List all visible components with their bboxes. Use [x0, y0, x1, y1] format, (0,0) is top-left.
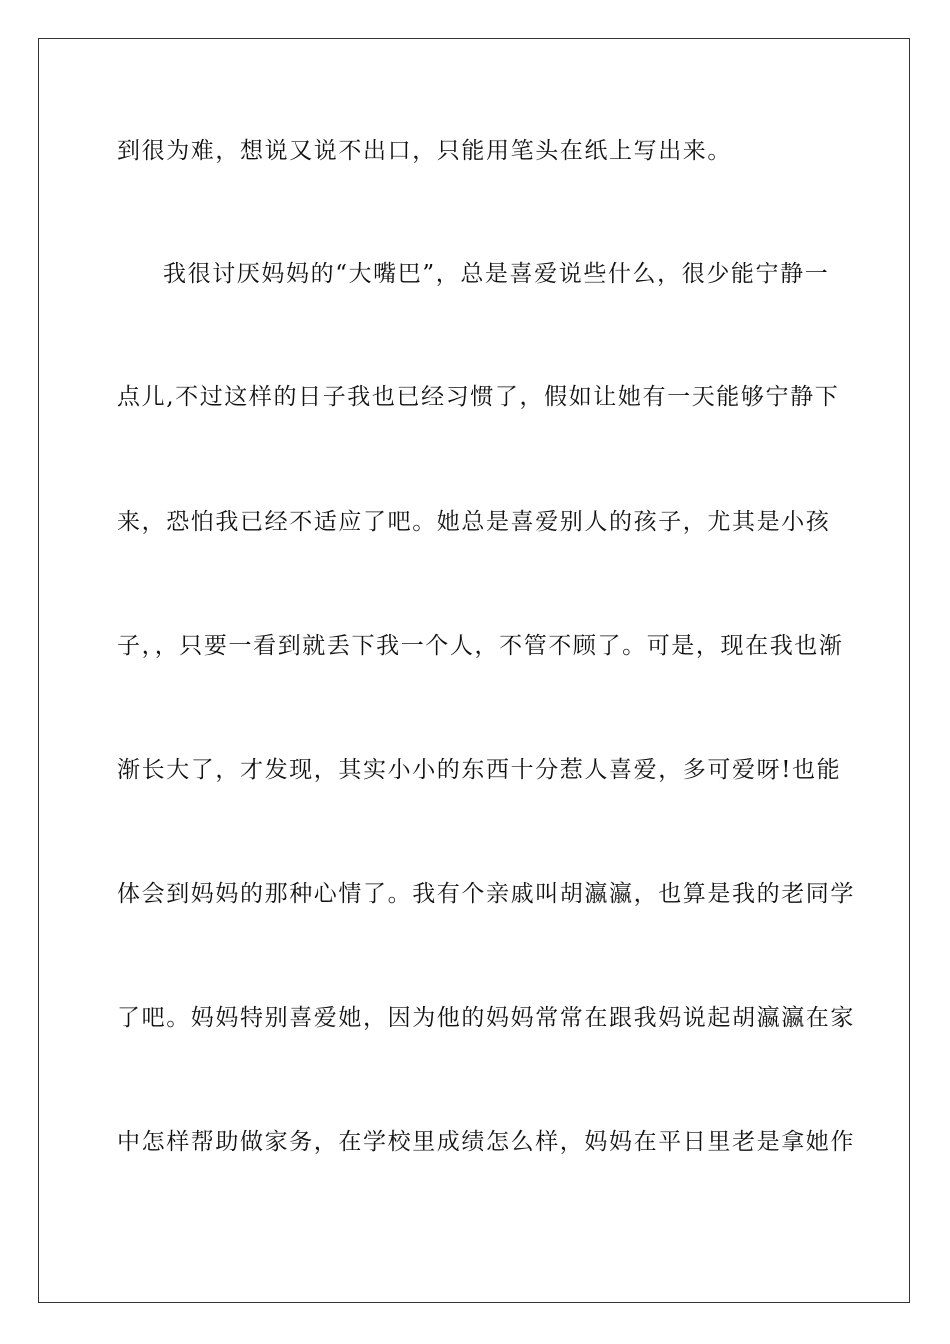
text-line-2: 我很讨厌妈妈的“大嘴巴”，总是喜爱说些什么，很少能宁静一: [163, 261, 830, 287]
page-border: [38, 38, 910, 1303]
text-line-5: 子，，只要一看到就丢下我一个人，不管不顾了。可是，现在我也渐: [117, 633, 844, 659]
text-line-4: 来，恐怕我已经不适应了吧。她总是喜爱别人的孩子，尤其是小孩: [117, 509, 831, 535]
text-line-6: 渐长大了，才发现，其实小小的东西十分惹人喜爱，多可爱呀!也能: [117, 757, 842, 783]
text-line-3: 点儿,不过这样的日子我也已经习惯了，假如让她有一天能够宁静下: [117, 384, 840, 410]
text-line-1: 到很为难，想说又说不出口，只能用笔头在纸上写出来。: [117, 138, 732, 164]
text-line-7: 体会到妈妈的那种心情了。我有个亲戚叫胡瀛瀛，也算是我的老同学: [117, 881, 855, 907]
text-line-9: 中怎样帮助做家务，在学校里成绩怎么样，妈妈在平日里老是拿她作: [117, 1129, 855, 1155]
text-line-8: 了吧。妈妈特别喜爱她，因为他的妈妈常常在跟我妈说起胡瀛瀛在家: [117, 1005, 855, 1031]
